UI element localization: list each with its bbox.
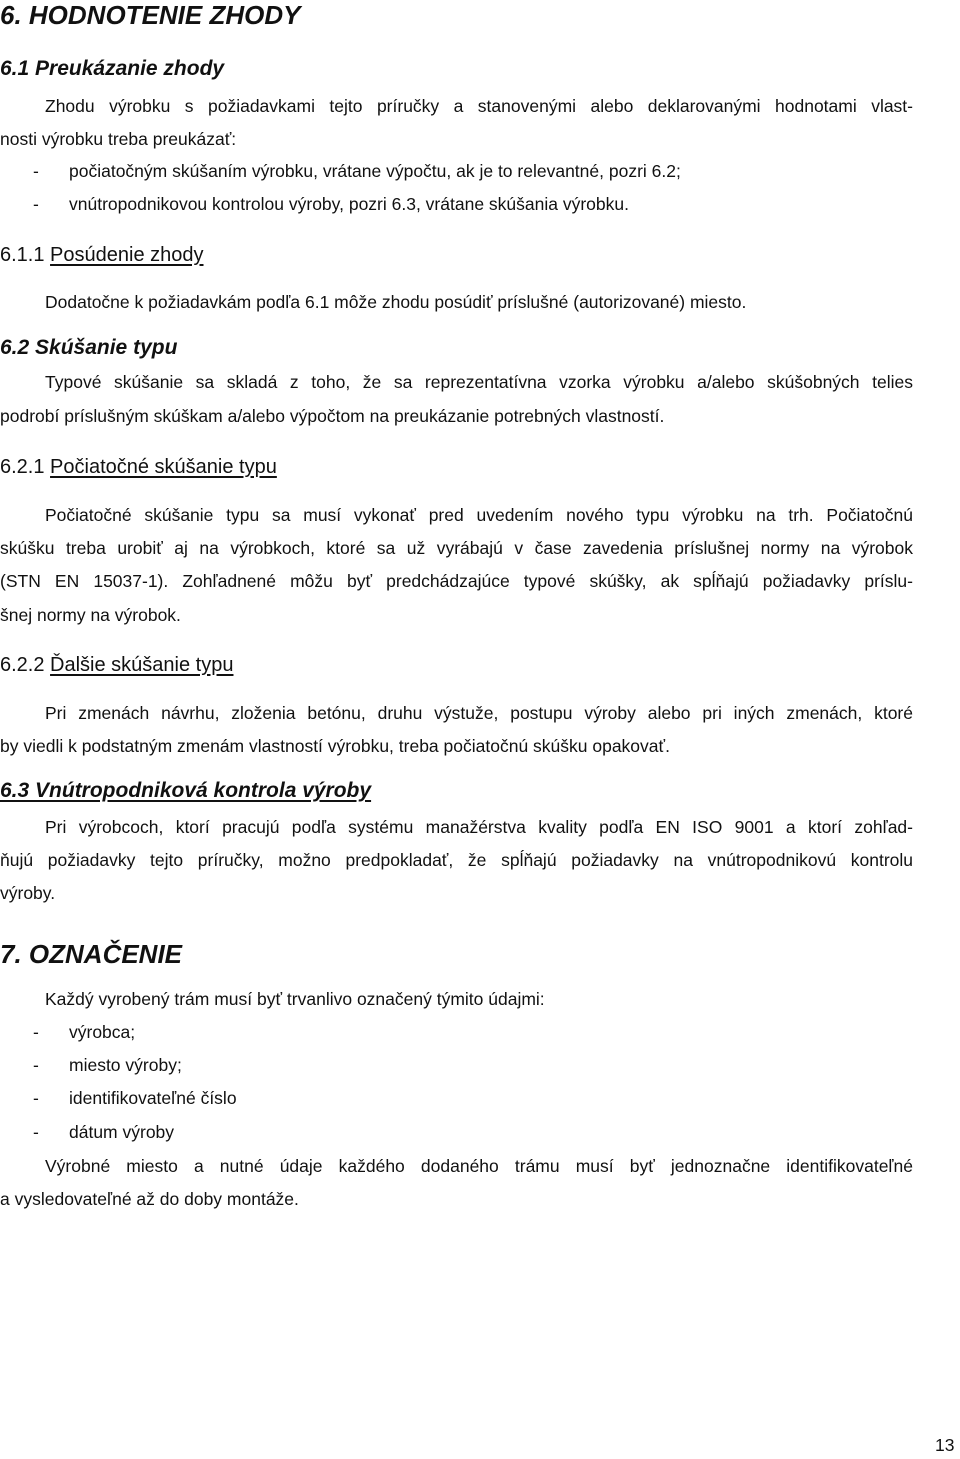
s611-text: Dodatočne k požiadavkám podľa 6.1 môže zhodu posúdiť príslušné (autorizované) miesto. <box>45 292 747 312</box>
section-number: 6.2.1 <box>0 456 45 478</box>
page-number: 13 <box>935 1435 955 1455</box>
s62-line-2: podrobí príslušným skúškam a/alebo výpočtom na preukázanie potrebných vlastností. <box>0 406 665 426</box>
section-title: Posúdenie zhody <box>50 244 204 266</box>
section-6-1-heading: 6.1 Preukázanie zhody <box>0 57 225 80</box>
s62-line-1: Typové skúšanie sa skladá z toho, že sa reprezentatívna vzorka výrobku a/alebo skúšobných telies <box>45 372 913 392</box>
bullet-dash: - <box>33 1022 39 1042</box>
s7-line-2: a vysledovateľné až do doby montáže. <box>0 1189 299 1209</box>
s621-line-3: (STN EN 15037-1). Zohľadnené môžu byť predchádzajúce typové skúšky, ak spĺňajú požiadavky príslu- <box>0 571 913 591</box>
bullet-dash: - <box>33 161 39 181</box>
s61-bullet-2: vnútropodnikovou kontrolou výroby, pozri 6.3, vrátane skúšania výrobku. <box>69 194 629 214</box>
section-number: 6.1.1 <box>0 244 45 266</box>
section-6-3-heading <box>0 778 371 804</box>
s7-intro: Každý vyrobený trám musí byť trvanlivo označený týmito údajmi: <box>45 989 545 1009</box>
bullet-dash: - <box>33 1088 39 1108</box>
bullet-dash: - <box>33 194 39 214</box>
section-7-heading: 7. OZNAČENIE <box>0 939 183 969</box>
section-6-2-2-heading <box>0 653 233 677</box>
s61-bullet-1: počiatočným skúšaním výrobku, vrátane výpočtu, ak je to relevantné, pozri 6.2; <box>69 161 681 181</box>
section-title: Ďalšie skúšanie typu <box>50 654 234 676</box>
s7-item-1: výrobca; <box>69 1022 136 1042</box>
section-6-heading: 6. HODNOTENIE ZHODY <box>0 0 301 30</box>
s61-paragraph-line-1: Zhodu výrobku s požiadavkami tejto príručky a stanovenými alebo deklarovanými hodnotami vlast- <box>45 96 913 116</box>
section-6-2-1-heading <box>0 455 277 479</box>
s7-item-3: identifikovateľné číslo <box>69 1088 237 1108</box>
s63-line-3: výroby. <box>0 883 56 903</box>
s7-item-4: dátum výroby <box>69 1122 175 1142</box>
section-number: 6.2.2 <box>0 654 45 676</box>
s63-line-2: ňujú požiadavky tejto príručky, možno predpokladať, že spĺňajú požiadavky na vnútropodnikovú kontrolu <box>0 850 913 870</box>
s7-item-2: miesto výroby; <box>69 1055 182 1075</box>
s621-line-2: skúšku treba urobiť aj na výrobkoch, ktoré sa už vyrábajú v čase zavedenia príslušnej normy na výrobok <box>0 538 913 558</box>
s7-line-1: Výrobné miesto a nutné údaje každého dodaného trámu musí byť jednoznačne identifikovateľné <box>45 1156 913 1176</box>
s61-paragraph-line-2: nosti výrobku treba preukázať: <box>0 129 237 149</box>
s622-line-2: by viedli k podstatným zmenám vlastností výrobku, treba počiatočnú skúšku opakovať. <box>0 736 670 756</box>
s622-line-1: Pri zmenách návrhu, zloženia betónu, druhu výstuže, postupu výroby alebo pri iných zmenách, ktoré <box>45 703 913 723</box>
section-6-2-heading: 6.2 Skúšanie typu <box>0 336 178 359</box>
section-title: Počiatočné skúšanie typu <box>50 456 277 478</box>
section-6-1-1-heading <box>0 243 204 267</box>
s63-line-1: Pri výrobcoch, ktorí pracujú podľa systému manažérstva kvality podľa EN ISO 9001 a ktorí zohľad- <box>45 817 913 837</box>
section-title: 6.3 Vnútropodniková kontrola výroby <box>0 779 372 802</box>
s621-line-1: Počiatočné skúšanie typu sa musí vykonať pred uvedením nového typu výrobku na trh. Počiatočnú <box>45 505 913 525</box>
bullet-dash: - <box>33 1122 39 1142</box>
s621-line-4: šnej normy na výrobok. <box>0 605 181 625</box>
bullet-dash: - <box>33 1055 39 1075</box>
